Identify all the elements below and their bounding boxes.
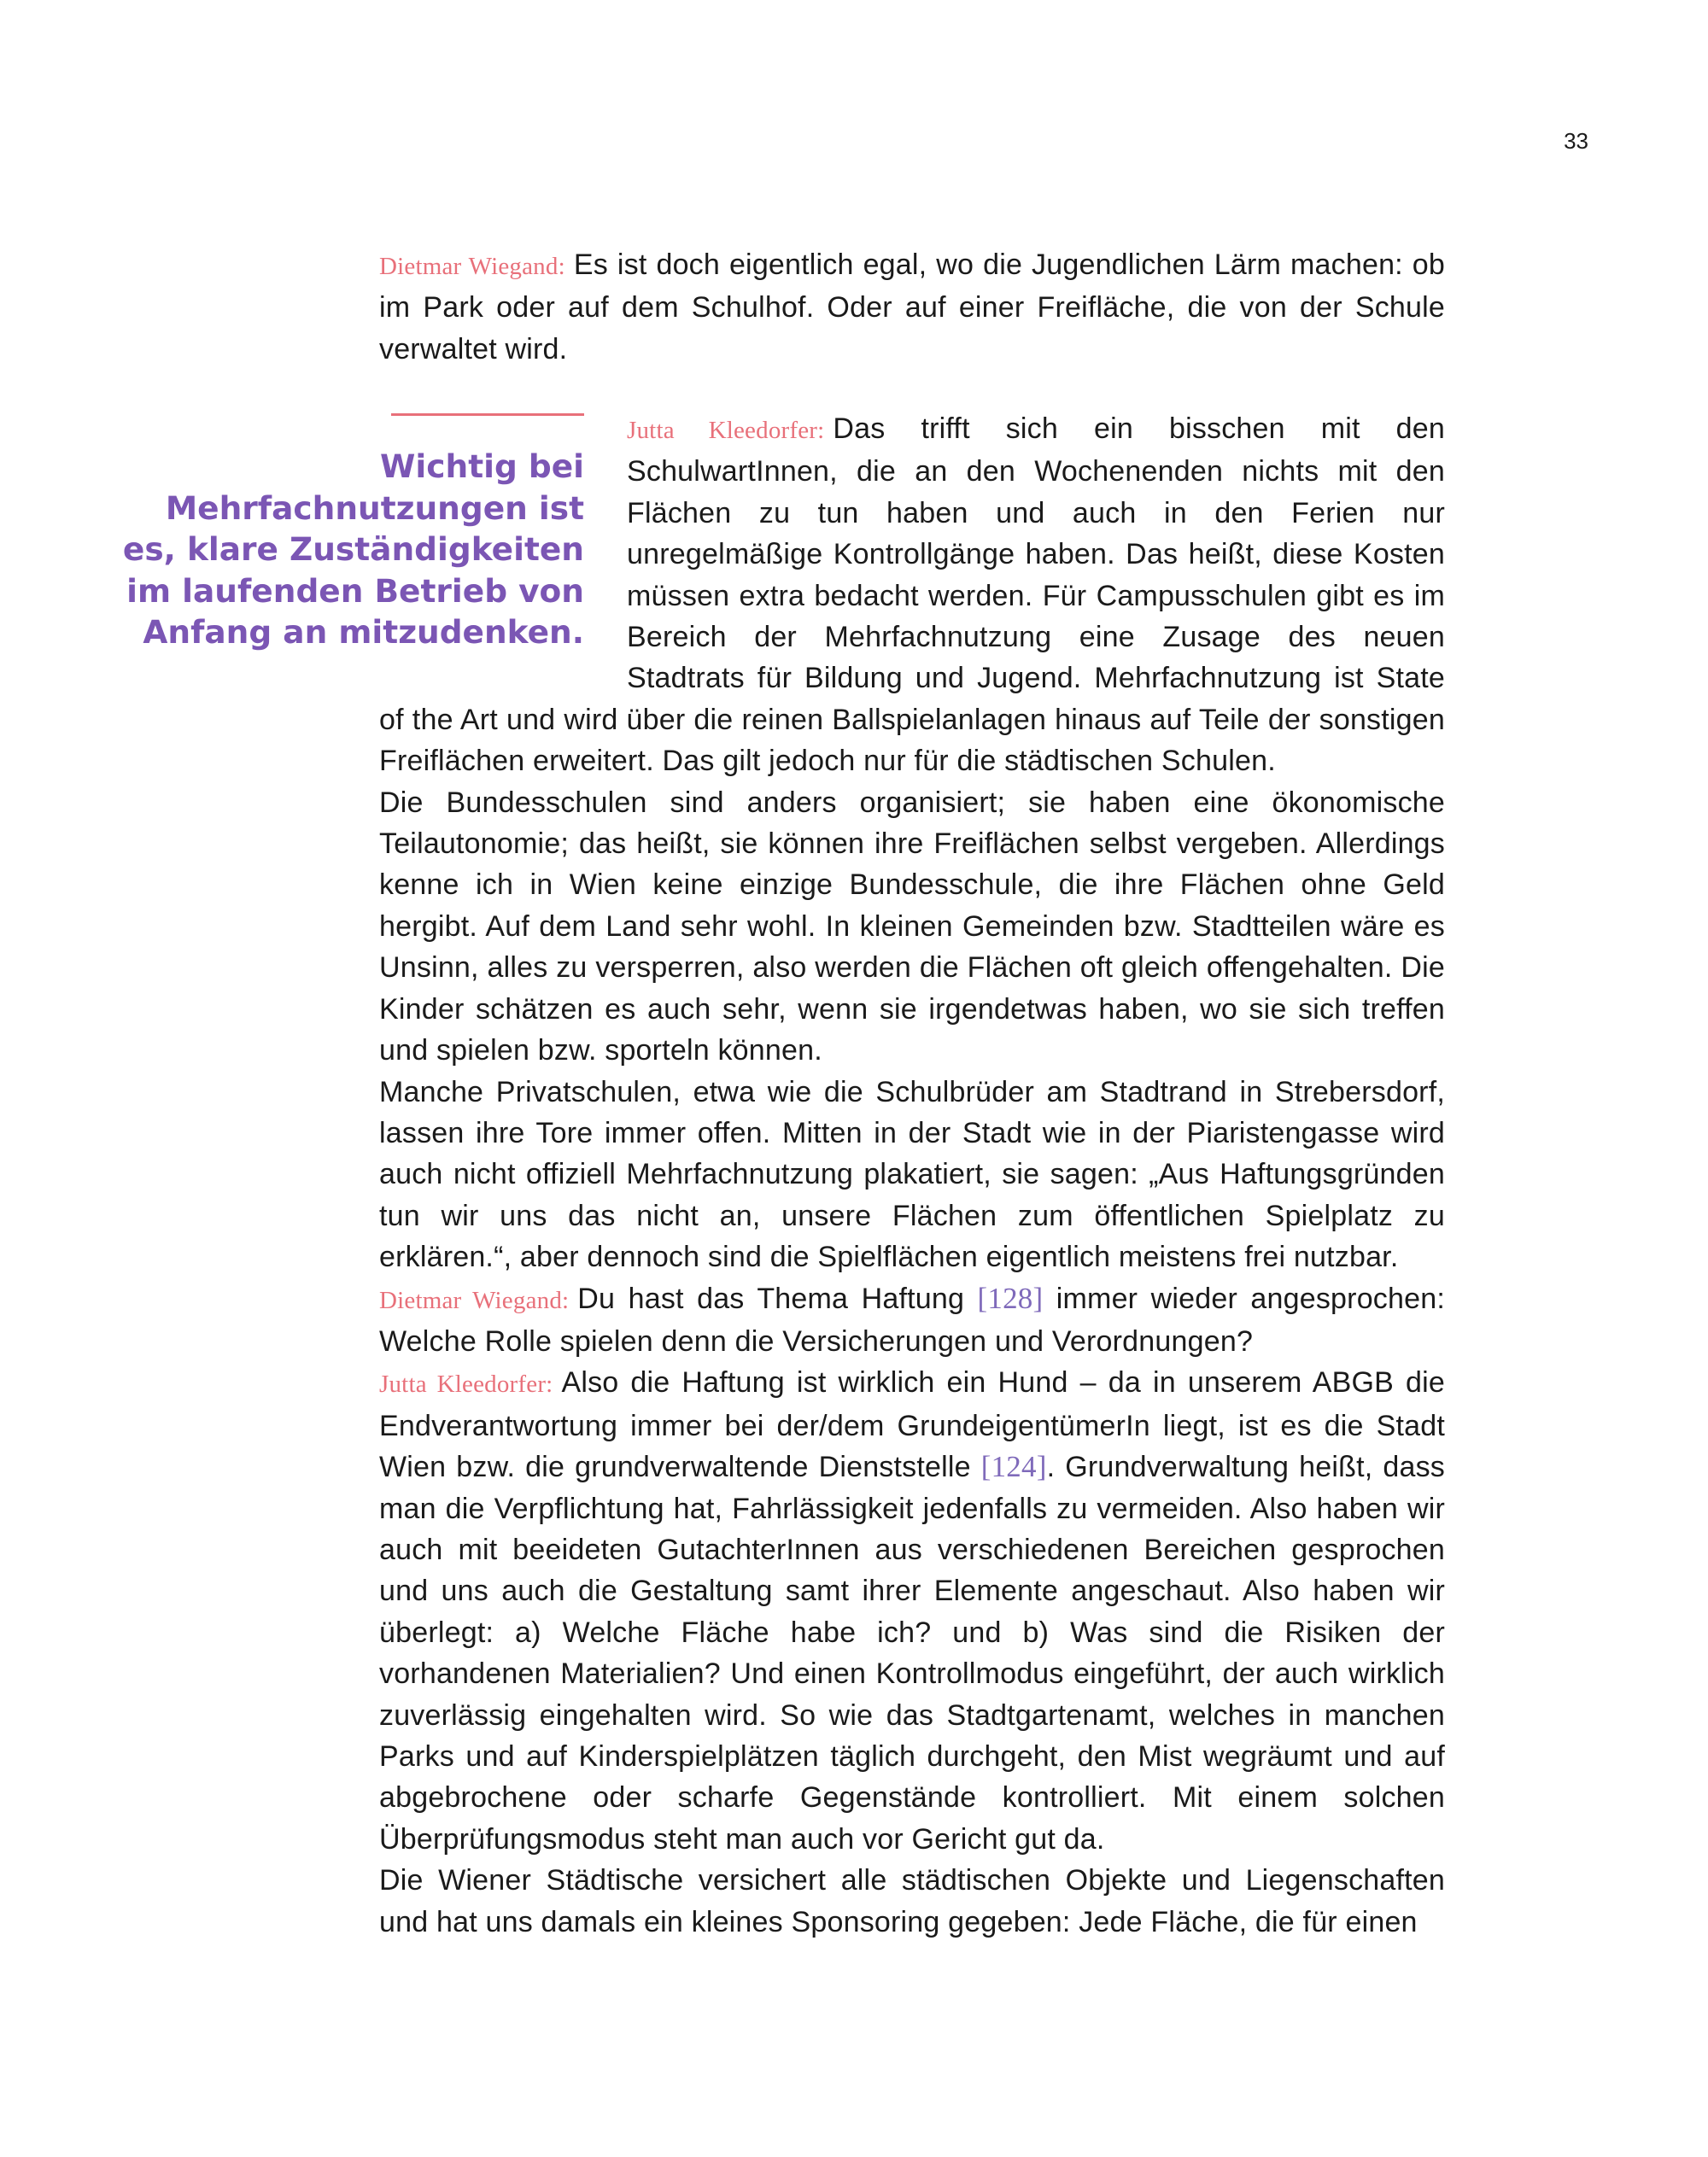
- speaker-label: Jutta Kleedorfer:: [379, 1371, 553, 1399]
- footnote-reference[interactable]: [124]: [980, 1450, 1047, 1484]
- intro-paragraph: [379, 244, 1445, 370]
- statement-text: Es ist doch eigentlich egal, wo die Jugendlichen Lärm machen: ob im Park oder auf dem Schulhof. Oder auf einer Freifläche, die von der Schule verwaltet wird.: [379, 248, 1446, 365]
- paragraph-text: . Grundverwaltung heißt, dass man die Verpflichtung hat, Fahrlässigkeit jedenfalls zu vermeiden. Also haben wir auch mit beeideten GutachterInnen aus verschiedenen Bereichen gesprochen und uns auch die Gestaltung samt ihrer Elemente angeschaut. Also haben wir überlegt: a) Welche Fläche habe ich? und b) Was sind die Risiken der vorhandenen Materialien? Und einen Kontrollmodus eingeführt, der auch wirklich zuverlässig eingehalten wird. So wie das Stadtgartenamt, welches in manchen Parks und auf Kinderspielplätzen täglich durchgeht, den Mist wegräumt und auf abgebrochene oder scharfe Gegenstände kontrolliert. Mit einem solchen Überprüfungsmodus steht man auch vor Gericht gut da.: [379, 1451, 1445, 1856]
- paragraph-text: Also die Haftung ist wirklich ein Hund – da in unserem ABGB die Endverantwortung immer bei der/dem GrundeigentümerIn liegt, ist es die Stadt Wien bzw. die grundverwaltende Dienststelle: [379, 1366, 1445, 1484]
- pullquote-line: Wichtig bei: [380, 447, 584, 485]
- interview-paragraph: Die Bundesschulen sind anders organisiert; sie haben eine ökonomische Teilautonomie; das heißt, sie können ihre Freiflächen selbst vergeben. Allerdings kenne ich in Wien keine einzige Bundesschule, die ihre Flächen ohne Geld hergibt. Auf dem Land sehr wohl. In kleinen Gemeinden bzw. Stadtteilen wäre es Unsinn, alles zu versperren, also werden die Flächen oft gleich offengehalten. Die Kinder schätzen es auch sehr, wenn sie irgendetwas haben, wo sie sich treffen und spielen bzw. sporteln können.: [379, 786, 1445, 1067]
- pullquote-spacer: [379, 408, 627, 699]
- paragraph-text: Du hast das Thema Haftung: [577, 1282, 965, 1315]
- speaker-label: Dietmar Wiegand:: [379, 1286, 570, 1314]
- speaker-label: Jutta Kleedorfer:: [627, 417, 825, 444]
- paragraph-text: immer wieder angesprochen: Welche Rolle spielen denn die Versicherungen und Verordnungen?: [379, 1282, 1445, 1358]
- pullquote-line: es, klare Zuständigkeiten: [122, 530, 584, 568]
- intro-statement: [379, 244, 1445, 370]
- interview-paragraph: [379, 1362, 1445, 1860]
- pullquote-line: Mehrfachnutzungen ist: [165, 488, 584, 527]
- speaker-label: Dietmar Wiegand:: [379, 253, 565, 280]
- pullquote-line: Anfang an mitzudenken.: [143, 613, 584, 651]
- interview-paragraph: Manche Privatschulen, etwa wie die Schulbrüder am Stadtrand in Strebersdorf, lassen ihre Tore immer offen. Mitten in der Stadt wie in der Piaristengasse wird auch nicht offiziell Mehrfachnutzung plakatiert, sie sagen: „Aus Haftungsgründen tun wir uns das nicht an, unsere Flächen zum öffentlichen Spielplatz zu erklären.“, aber dennoch sind die Spielflächen eigentlich meistens frei nutzbar.: [379, 1075, 1445, 1274]
- interview-paragraph: Die Wiener Städtische versichert alle städtischen Objekte und Liegenschaften und hat uns damals ein kleines Sponsoring gegeben: Jede Fläche, die für einen: [379, 1864, 1445, 1938]
- pullquote-line: im laufenden Betrieb von: [126, 571, 584, 610]
- interview-body: [379, 408, 1445, 1943]
- interview-paragraph: [379, 1278, 1445, 1363]
- paragraph-text: Das trifft sich ein bisschen mit den SchulwartInnen, die an den Wochenenden nichts mit den Flächen zu tun haben und auch in den Ferien nur unregelmäßige Kontrollgänge haben. Das heißt, diese Kosten müssen extra bedacht werden. Für Campusschulen gibt es im Bereich der Mehrfachnutzung eine Zusage des neuen Stadtrats für Bildung und Jugend. Mehrfachnutzung ist State of the Art und wird über die reinen Ballspielanlagen hinaus auf Teile der sonstigen Freiflächen erweitert. Das gilt jedoch nur für die städtischen Schulen.: [379, 412, 1445, 778]
- page-number: 33: [1564, 128, 1588, 154]
- footnote-reference[interactable]: [128]: [977, 1281, 1044, 1315]
